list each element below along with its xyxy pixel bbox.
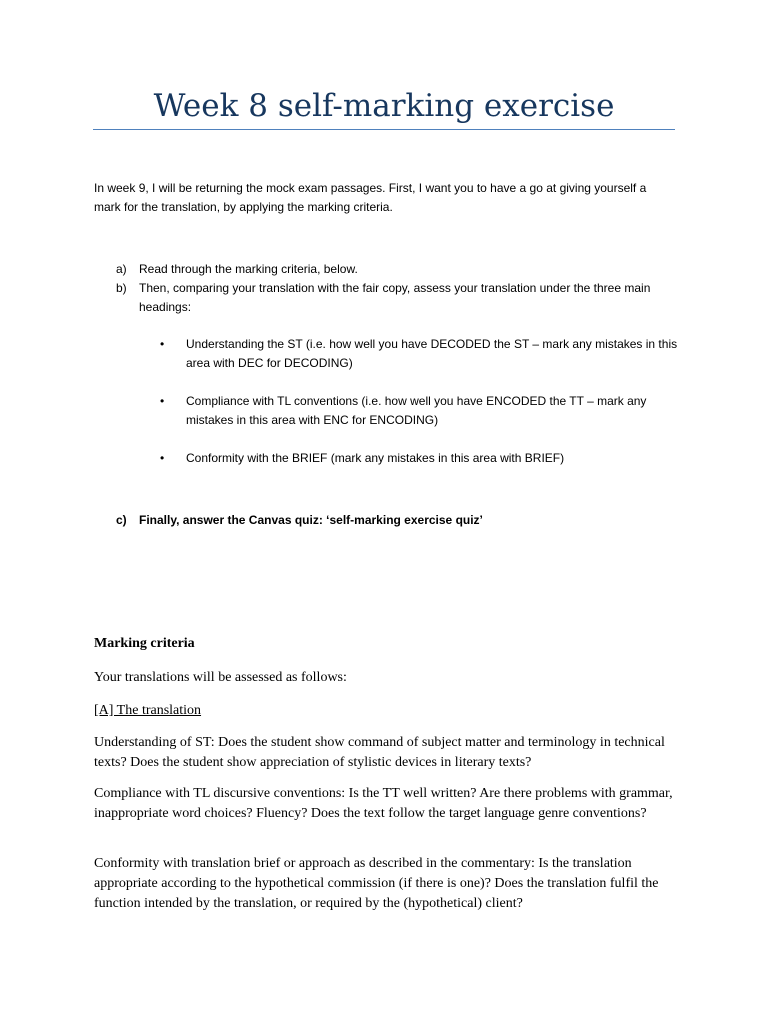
- criteria-conformity: Conformity with translation brief or approach as described in the commentary: Is the translation appropriate according to the hypothetical commission (if there is one)? Does the translation fulfil the function intended by the translation, or required by the (hypothetical) client?: [94, 856, 659, 911]
- bullet-item-compliance: [160, 392, 680, 430]
- title-divider: [93, 129, 675, 130]
- bullet-item-conformity: [160, 449, 680, 468]
- bullet-text: Understanding the ST (i.e. how well you have DECODED the ST – mark any mistakes in this area with DEC for DECODING): [186, 337, 678, 370]
- section-a-heading: [A] The translation: [94, 703, 202, 718]
- intro-paragraph: In week 9, I will be returning the mock exam passages. First, I want you to have a go at giving yourself a mark for the translation, by applying the marking criteria.: [94, 181, 647, 214]
- step-c: [116, 511, 676, 530]
- criteria-understanding: Understanding of ST: Does the student show command of subject matter and terminology in technical texts? Does the student show appreciation of stylistic devices in literary texts?: [94, 735, 665, 770]
- bullet-item-understanding: [160, 335, 680, 373]
- page-title: Week 8 self-marking exercise: [153, 88, 615, 124]
- step-a: [116, 260, 676, 279]
- assessed-intro: Your translations will be assessed as follows:: [94, 670, 347, 685]
- step-a-label: a): [116, 262, 127, 276]
- step-b: [116, 279, 676, 317]
- step-c-label: c): [116, 513, 127, 527]
- bullet-icon: •: [160, 337, 165, 351]
- heading-bullet-list: [160, 335, 680, 468]
- step-b-label: b): [116, 281, 127, 295]
- bullet-text: Compliance with TL conventions (i.e. how well you have ENCODED the TT – mark any mistakes in this area with ENC for ENCODING): [186, 394, 647, 427]
- criteria-compliance: Compliance with TL discursive conventions: Is the TT well written? Are there problems with grammar, inappropriate word choices? Fluency? Does the text follow the target language genre conventions?: [94, 786, 673, 821]
- bullet-icon: •: [160, 394, 165, 408]
- instruction-steps: [116, 260, 676, 317]
- bullet-text: Conformity with the BRIEF (mark any mistakes in this area with BRIEF): [186, 451, 565, 465]
- step-a-text: Read through the marking criteria, below.: [139, 262, 358, 276]
- marking-criteria-heading: Marking criteria: [94, 636, 195, 651]
- step-b-text: Then, comparing your translation with the fair copy, assess your translation under the three main headings:: [139, 281, 651, 314]
- bullet-icon: •: [160, 451, 165, 465]
- step-c-text: Finally, answer the Canvas quiz: ‘self-marking exercise quiz’: [139, 513, 483, 527]
